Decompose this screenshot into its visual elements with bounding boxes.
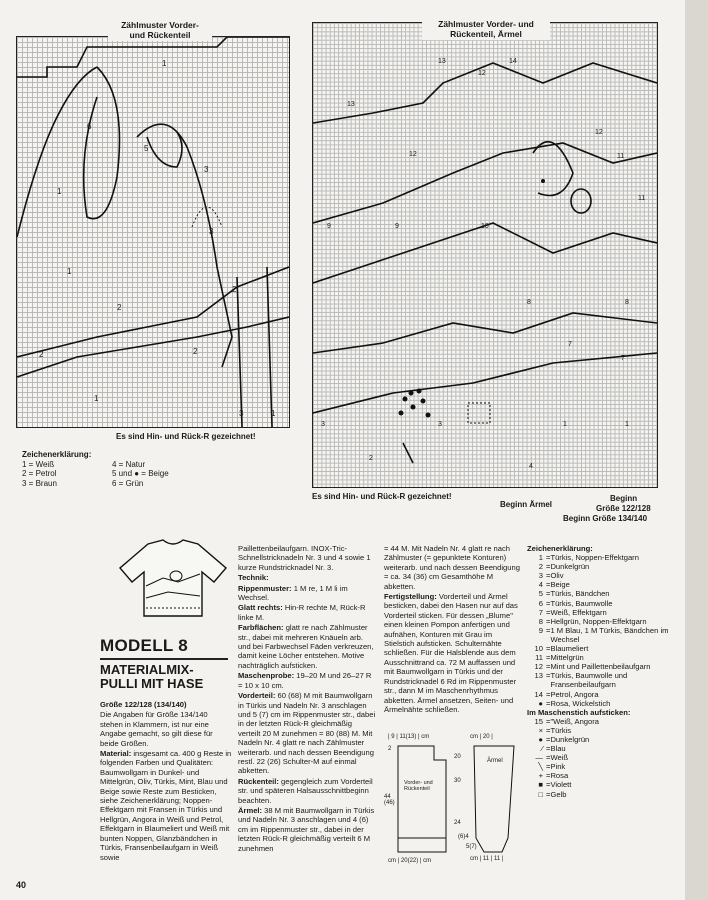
paragraph-head: Fertigstellung: — [384, 592, 437, 602]
mid-wave — [313, 143, 657, 223]
legend-key: 7 — [538, 607, 543, 617]
legend-key: + — [538, 771, 543, 781]
beginn-size-1: Größe 122/128 — [596, 504, 651, 513]
legend-key: 2 — [538, 562, 543, 572]
color-label: 2 — [39, 350, 44, 359]
schematic-dim: cm | 11 | 11 | — [470, 856, 504, 862]
legend-item: 6 = Türkis, Baumwolle — [527, 599, 683, 608]
legend-item: □ = Gelb — [527, 790, 683, 799]
legend-item: 12 = Mint und Paillettenbeilaufgarn — [527, 662, 683, 671]
chart-left-motif — [17, 37, 289, 427]
schematic-dim: 5(7) — [466, 844, 477, 850]
color-label: 1 — [625, 421, 629, 428]
color-label: 2 — [232, 285, 237, 294]
legend-columns — [22, 460, 292, 489]
color-label: 1 — [162, 59, 167, 68]
paragraph-text: Hin-R rechte M, Rück-R linke M. — [238, 603, 366, 622]
color-label: 1 — [57, 187, 62, 196]
legend-key: — — [535, 753, 543, 763]
color-label: 5 — [144, 144, 149, 153]
legend-key: ⁄ — [541, 744, 543, 754]
color-label: 12 — [478, 70, 486, 77]
monkey-face — [147, 132, 182, 167]
legend-subtitle: Im Maschenstich aufsticken: — [527, 707, 631, 717]
legend-value: Blau — [550, 744, 566, 754]
legend-item: 11 = Mittelgrün — [527, 653, 683, 662]
chart-left-caption: Es sind Hin- und Rück-R gezeichnet! — [116, 432, 256, 441]
legend-value: Rosa — [550, 771, 569, 781]
legend-value: Rosa, Wickelstich — [550, 698, 611, 708]
legend-item: ╲ = Pink — [527, 762, 683, 771]
chart-left — [16, 36, 290, 428]
legend-key: 3 — [538, 571, 543, 581]
paragraph-text: insgesamt ca. 400 g Reste in folgenden Farben und Qualitäten: Baumwollgarn in Dunkel- und Mittelgrün, Oliv, Türkis, Mint, Blau und Beige sowie Reste zum Besticken, siehe Zeichenerklärung; Noppen-Effektgarn mit Fransen in Türkis und Hellgrün, Angora in Weiß und Petrol, Effektgarn in Blaumeliert und Weiß mit bunten Noppen, Glanzbändchen in Türkis, Fransenbeilaufgarn in Weiß sowie — [100, 749, 232, 862]
legend-value: Violett — [550, 780, 572, 790]
legend-item: 14 = Petrol, Angora — [527, 690, 683, 699]
paragraph-text: = 44 M. Mit Nadeln Nr. 4 glatt re nach Zählmuster (= gepunktete Konturen) weiterarb. und nach dessen Beendigung = ca. 34 (36) cm Gesamthöhe M abketten. — [384, 544, 520, 591]
color-label: 12 — [409, 151, 417, 158]
adjacent-page-edge — [685, 0, 708, 900]
color-label: 1 — [563, 421, 567, 428]
legend-left — [22, 450, 292, 488]
schematic-dim: 30 — [454, 778, 461, 784]
paragraph — [384, 592, 522, 714]
divider — [100, 658, 228, 660]
color-label: 2 — [369, 455, 373, 462]
paragraph-head: Glatt rechts: — [238, 603, 283, 613]
size-heading: Größe 122/128 (134/140) — [100, 700, 187, 709]
legend-value: Türkis, Baumwolle — [550, 598, 613, 608]
legend-col — [22, 460, 112, 489]
paragraph-head: Material: — [100, 749, 132, 759]
legend-item: 4 = Natur — [112, 459, 146, 469]
legend-col — [112, 460, 169, 489]
legend-value: Weiß, Effektgarn — [550, 607, 607, 617]
legend-key: 9 — [538, 625, 543, 635]
legend-item: 13 = Türkis, Baumwolle und Fransenbeilaufgarn — [527, 671, 683, 689]
cross-stitch-area — [468, 403, 490, 423]
legend-item: 9 = 1 M Blau, 1 M Türkis, Bändchen im Wechsel — [527, 626, 683, 644]
legend-item: × = Türkis — [527, 726, 683, 735]
legend-value: Türkis, Bändchen — [550, 589, 610, 599]
legend-key: ╲ — [538, 762, 543, 772]
color-label: 9 — [327, 223, 331, 230]
article-col-1 — [100, 700, 232, 863]
legend-item: 8 = Hellgrün, Noppen-Effektgarn — [527, 617, 683, 626]
legend-key: 4 — [538, 580, 543, 590]
paragraph-text: 60 (68) M mit Baumwollgarn in Türkis und Nadeln Nr. 3 anschlagen und 5 (7) cm im Rippenmuster str., dabei in der letzten Rück-R gleichmäßig verteilt 20 M zunehmen = 80 (88) M. Mit Nadeln Nr. 4 glatt re nach Zählmuster weiterarb. und nach dessen Beendigung restl. 22 (26) Schulter-M auf einmal abketten. — [238, 691, 376, 776]
color-label: 6 — [87, 122, 92, 131]
hill-line-2 — [313, 313, 657, 353]
paragraph-text: 1 M re, 1 M li im Wechsel. — [238, 583, 348, 603]
legend-item: 1 = Weiß — [22, 459, 55, 469]
paragraph — [238, 777, 376, 805]
body-piece — [398, 746, 446, 852]
legend-key: 15 — [534, 716, 543, 726]
paragraph-head: Ärmel: — [238, 805, 263, 815]
legend-item: 3 = Oliv — [527, 571, 683, 580]
legend-item: — = Weiß — [527, 753, 683, 762]
legend-value: Petrol, Angora — [550, 689, 599, 699]
legend-value: Mint und Paillettenbeilaufgarn — [550, 662, 651, 672]
legend-key: × — [538, 725, 543, 735]
schematic-dim: cm | 20(22) | cm — [388, 858, 432, 864]
size-schematic — [384, 734, 524, 866]
color-label: 3 — [204, 165, 209, 174]
tree-trunk — [237, 277, 242, 427]
paragraph — [238, 544, 376, 572]
legend-key: 10 — [534, 644, 543, 654]
legend-value: Beige — [550, 580, 570, 590]
legend-key: 8 — [538, 616, 543, 626]
legend-item: 7 = Weiß, Effektgarn — [527, 608, 683, 617]
legend-item: ● = Rosa, Wickelstich — [527, 699, 683, 708]
schematic-dim: | 9 | 11(13) | cm — [388, 734, 430, 740]
legend-title: Zeichenerklärung: — [22, 450, 92, 459]
legend-value: Blaumeliert — [550, 644, 589, 654]
legend-value: Türkis, Baumwolle und Fransenbeilaufgarn — [550, 671, 628, 690]
paragraph — [238, 623, 376, 670]
legend-value: Dunkelgrün — [550, 562, 590, 572]
paragraph-text: 19–20 M und 26–27 R = 10 x 10 cm. — [238, 671, 372, 690]
schematic-label: Ärmel — [487, 758, 503, 764]
legend-item: 5 = Türkis, Bändchen — [527, 589, 683, 598]
color-label: 1 — [94, 394, 99, 403]
color-label: 9 — [395, 223, 399, 230]
monkey-body — [137, 124, 232, 367]
tree-trunk-2 — [267, 267, 272, 427]
paragraph-text: gegengleich zum Vorderteil str. und späteren Halsausschnittbeginn beachten. — [238, 776, 373, 805]
paragraph — [238, 806, 376, 853]
schematic-dim: 20 — [454, 754, 461, 760]
paragraph — [238, 584, 376, 603]
beginn-size-2: Beginn Größe 134/140 — [563, 514, 648, 523]
color-label: 13 — [438, 58, 446, 65]
legend-value: Hellgrün, Noppen-Effektgarn — [550, 616, 647, 626]
legend-key: □ — [538, 789, 543, 799]
paragraph-head: Rippenmuster: — [238, 583, 292, 593]
hare-outline — [533, 142, 573, 196]
legend-item: 5 und ● = Beige — [112, 469, 169, 478]
paragraph-text: glatt re nach Zählmuster str., dabei mit mehreren Knäueln arb. und bei Farbwechsel Fäden verkreuzen, damit keine Löcher entstehen. Motive nachträglich aufsticken. — [238, 623, 374, 670]
chart-right — [312, 22, 658, 488]
neckline — [17, 37, 289, 77]
schematic-label: Vorder- und Rückenteil — [404, 780, 433, 792]
color-label: 1 — [67, 267, 72, 276]
legend-item: 1 = Türkis, Noppen-Effektgarn — [527, 553, 683, 562]
legend-item: 2 = Petrol — [22, 469, 57, 478]
model-title: MODELL 8 — [100, 636, 189, 655]
paragraph — [238, 573, 376, 582]
paragraph-text: Vorderteil und Ärmel besticken, dabei den Hasen nur auf das Vorderteil sticken. Für dessen „Blume" einen kleinen Pompon anfertigen und aufnähen, Konturen mit Grau im Stielstich aufsticken. Schulternähte schließen. Für die Halsblende aus dem Ausschnittrand ca. 72 M auffassen und mit Baumwollgarn in Türkis und der Rundstricknadel 6 Rd im Rippenmuster str., dann M im Maschenrhythmus abketten. Ärmel ansetzen, Seiten- und Ärmelnähte schließen. — [384, 592, 518, 714]
color-label: 14 — [509, 58, 517, 65]
color-label: 3 — [438, 421, 442, 428]
hill-line — [313, 223, 657, 283]
schematic-drawing — [384, 742, 524, 864]
color-label: 12 — [595, 129, 603, 136]
legend-key: ● — [538, 698, 543, 708]
title-line: Zählmuster Vorder- — [121, 20, 199, 30]
legend-right — [527, 544, 683, 799]
title-line: Zählmuster Vorder- und — [438, 19, 534, 29]
legend-item: ⁄ = Blau — [527, 744, 683, 753]
legend-value: 1 M Blau, 1 M Türkis, Bändchen im Wechsel — [550, 625, 669, 644]
color-label: 3 — [209, 227, 214, 236]
color-label: 7 — [568, 341, 572, 348]
legend-item: ■ = Violett — [527, 780, 683, 789]
paragraph — [100, 749, 232, 862]
schematic-dim: (6)4 — [458, 834, 469, 840]
legend-item: 6 = Grün — [112, 478, 144, 488]
color-label: 2 — [117, 303, 122, 312]
legend-key: ● — [538, 734, 543, 744]
legend-key: 12 — [534, 662, 543, 672]
color-label: 13 — [347, 101, 355, 108]
legend-value: "Weiß, Angora — [550, 716, 599, 726]
color-label: 8 — [527, 299, 531, 306]
legend-item: 10 = Blaumeliert — [527, 644, 683, 653]
chart-right-title — [422, 18, 550, 40]
legend-key: 1 — [538, 553, 543, 563]
chart-right-caption: Es sind Hin- und Rück-R gezeichnet! — [312, 492, 452, 501]
paragraph — [238, 691, 376, 776]
parrot-body — [84, 67, 120, 219]
hare-tail — [571, 189, 591, 213]
paragraph — [384, 544, 522, 591]
paragraph-text: 38 M mit Baumwollgarn in Türkis und Nadeln Nr. 3 anschlagen und 4 (6) cm im Rippenmuster str., dabei in der letzten Rück-R gleichmäßig verteilt 6 M zunehmen — [238, 805, 375, 853]
paragraph-text: Die Angaben für Größe 134/140 stehen in Klammern, ist nur eine Angabe gemacht, so gilt diese für beide Größen. — [100, 710, 213, 748]
article-header — [100, 636, 228, 691]
article-col-2 — [238, 544, 376, 854]
paragraph-head: Rückenteil: — [238, 776, 279, 786]
legend-item: 3 = Braun — [22, 478, 57, 488]
color-label: 1 — [271, 409, 276, 418]
schematic-dim: 2 — [388, 746, 392, 752]
legend-value: Türkis — [550, 725, 572, 735]
paragraph-head: Vorderteil: — [238, 691, 276, 701]
legend-item: + = Rosa — [527, 771, 683, 780]
legend-value: Weiß — [550, 753, 569, 763]
chart-right-motif — [313, 23, 657, 487]
paragraph-head: Technik: — [238, 573, 269, 583]
legend-key: ■ — [538, 780, 543, 790]
legend-key: 11 — [535, 653, 543, 663]
branch-line — [17, 267, 289, 357]
color-label: 2 — [193, 347, 198, 356]
article-col-3 — [384, 544, 522, 715]
color-label: 3 — [239, 409, 244, 418]
paragraph-head: Maschenprobe: — [238, 671, 295, 681]
title-line: und Rückenteil — [129, 30, 191, 40]
legend-key: 5 — [538, 589, 543, 599]
chart-left-title — [108, 19, 212, 41]
headline: MATERIALMIX- — [100, 661, 194, 677]
legend-value: Mittelgrün — [550, 653, 584, 663]
legend-value: Türkis, Noppen-Effektgarn — [550, 553, 639, 563]
legend-value: Dunkelgrün — [550, 734, 590, 744]
paragraph-head: Farbflächen: — [238, 623, 284, 633]
schematic-dim: 44 (46) — [384, 794, 395, 806]
legend-title: Zeichenerklärung: — [527, 544, 593, 553]
legend-key: 6 — [538, 598, 543, 608]
legend-item: 15 = "Weiß, Angora — [527, 717, 683, 726]
legend-key: 14 — [534, 689, 543, 699]
legend-item: 2 = Dunkelgrün — [527, 562, 683, 571]
color-label: 7 — [621, 355, 625, 362]
color-label: 11 — [638, 195, 646, 202]
legend-key: 13 — [534, 671, 543, 681]
beginn-aermel-label: Beginn Ärmel — [500, 500, 553, 509]
color-label: 11 — [617, 153, 625, 160]
legend-value: Oliv — [550, 571, 564, 581]
paragraph — [238, 603, 376, 622]
paragraph-text: Paillettenbeilaufgarn. INOX-Tric-Schnellstricknadeln Nr. 3 und 4 sowie 1 kurze Rundstricknadel Nr. 3. — [238, 544, 371, 572]
legend-value: Pink — [550, 762, 566, 772]
beginn-label: Beginn — [610, 494, 638, 503]
schematic-dim: cm | 20 | — [470, 734, 493, 740]
color-label: 3 — [321, 421, 325, 428]
schematic-dim: 24 — [454, 820, 461, 826]
headline: PULLI MIT HASE — [100, 675, 204, 691]
color-label: 4 — [529, 463, 533, 470]
ground-line — [313, 353, 657, 413]
color-label: 10 — [481, 223, 489, 230]
color-label: 8 — [625, 299, 629, 306]
paragraph — [238, 671, 376, 690]
page-number: 40 — [16, 880, 27, 890]
sweater-illustration — [118, 538, 228, 618]
title-line: Rückenteil, Ärmel — [450, 29, 522, 39]
stem — [403, 443, 413, 463]
paragraph — [100, 710, 232, 748]
legend-value: Gelb — [550, 789, 567, 799]
legend-item: ● = Dunkelgrün — [527, 735, 683, 744]
legend-item: 4 = Beige — [527, 580, 683, 589]
